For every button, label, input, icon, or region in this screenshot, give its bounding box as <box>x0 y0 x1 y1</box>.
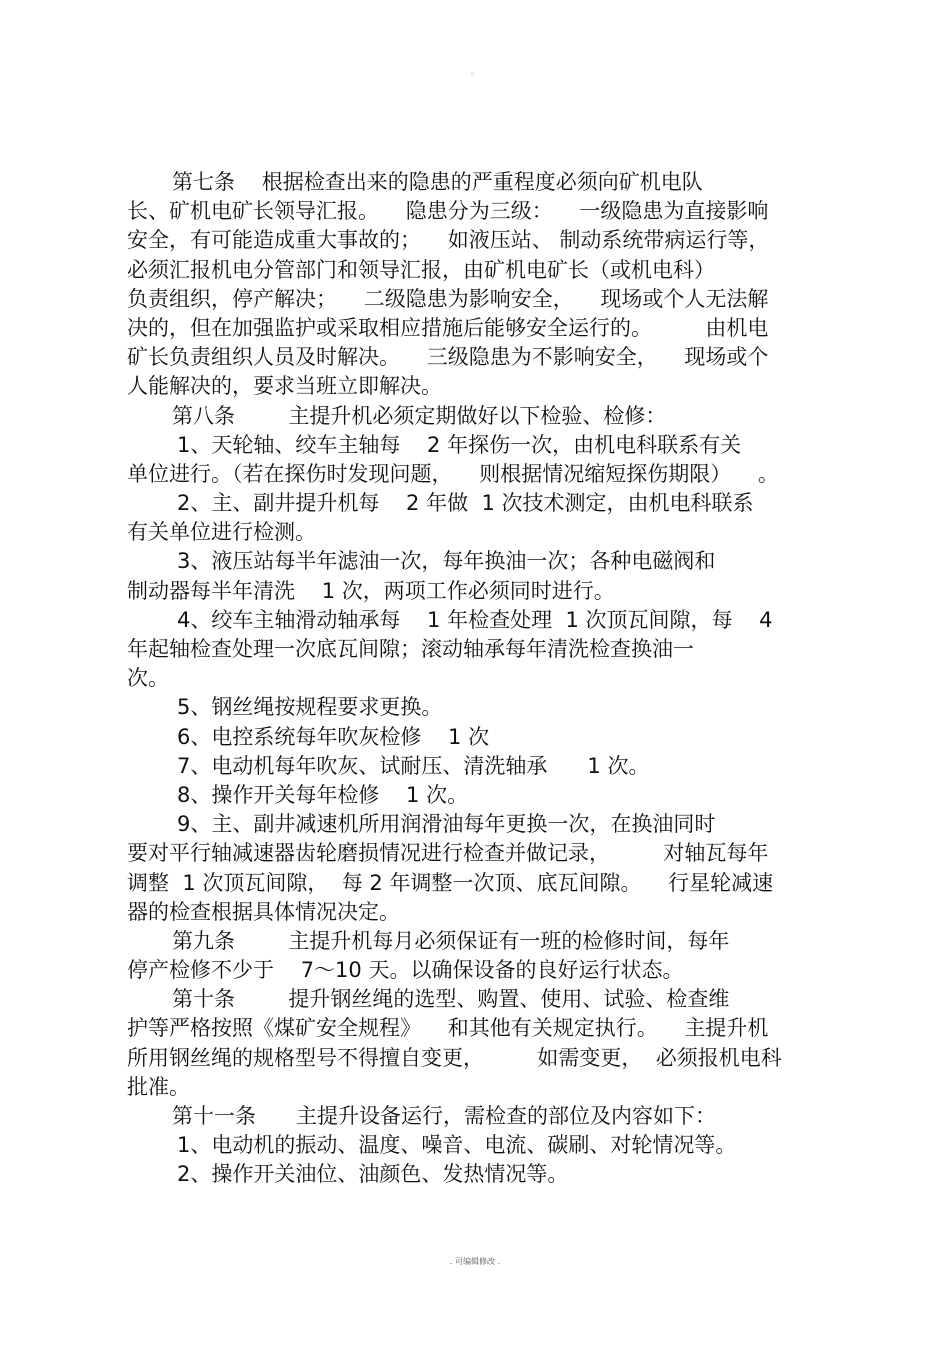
paragraph-line: 护等严格按照《煤矿安全规程》 和其他有关规定执行。 主提升机 <box>127 1016 769 1041</box>
paragraph-line: 6、电控系统每年吹灰检修 1 次 <box>177 724 490 749</box>
paragraph-line: 安全，有可能造成重大事故的； 如液压站、 制动系统带病运行等， <box>127 228 770 253</box>
paragraph-line: 批准。 <box>127 1074 190 1099</box>
paragraph-line: 第十一条 主提升设备运行，需检查的部位及内容如下： <box>172 1104 717 1128</box>
paragraph-line: 制动器每半年清洗 1 次，两项工作必须同时进行。 <box>127 578 615 603</box>
paragraph-line: 8、操作开关每年检修 1 次。 <box>177 782 469 807</box>
paragraph-line: 5、钢丝绳按规程要求更换。 <box>177 695 443 720</box>
paragraph-line: 1、电动机的振动、温度、噪音、电流、碳刷、对轮情况等。 <box>177 1133 737 1158</box>
paragraph-line: 负责组织，停产解决； 二级隐患为影响安全， 现场或个人无法解 <box>127 286 769 311</box>
paragraph-line: 长、矿机电矿长领导汇报。 隐患分为三级： 一级隐患为直接影响 <box>127 199 769 224</box>
paragraph-line: 4、绞车主轴滑动轴承每 1 年检查处理 1 次顶瓦间隙，每 4 <box>177 607 773 632</box>
paragraph-line: 有关单位进行检测。 <box>127 520 316 545</box>
paragraph-line: 年起轴检查处理一次底瓦间隙；滚动轴承每年清洗检查换油一 <box>127 637 694 661</box>
paragraph-line: 必须汇报机电分管部门和领导汇报，由矿机电矿长（或机电科） <box>127 257 715 282</box>
paragraph-line: 2、主、副井提升机每 2 年做 1 次技术测定，由机电科联系 <box>177 491 754 516</box>
paragraph-line: 1、天轮轴、绞车主轴每 2 年探伤一次，由机电科联系有关 <box>177 432 742 457</box>
paragraph-line: 2、操作开关油位、油颜色、发热情况等。 <box>177 1162 569 1187</box>
paragraph-line: 器的检查根据具体情况决定。 <box>127 899 400 924</box>
paragraph-line: 决的，但在加强监护或采取相应措施后能够安全运行的。 由机电 <box>127 315 769 340</box>
paragraph-line: 第十条 提升钢丝绳的选型、购置、使用、试验、检查维 <box>172 987 730 1012</box>
paragraph-line: 调整 1 次顶瓦间隙， 每 2 年调整一次顶、底瓦间隙。 行星轮减速 <box>127 870 774 895</box>
paragraph-line: 次。 <box>127 666 169 691</box>
page-header-mark: 。 <box>471 67 479 76</box>
paragraph-line: 7、电动机每年吹灰、试耐压、清洗轴承 1 次。 <box>177 753 650 778</box>
paragraph-line: 停产检修不少于 7～10 天。以确保设备的良好运行状态。 <box>127 958 684 983</box>
page-footer: . 可编辑修改 . <box>449 1257 501 1266</box>
paragraph-line: 第八条 主提升机必须定期做好以下检验、检修： <box>172 403 667 428</box>
paragraph-line: 要对平行轴减速器齿轮磨损情况进行检查并做记录， 对轴瓦每年 <box>127 841 769 866</box>
paragraph-line: 第七条 根据检查出来的隐患的严重程度必须向矿机电队 <box>172 170 703 194</box>
paragraph-line: 矿长负责组织人员及时解决。 三级隐患为不影响安全， 现场或个 <box>127 345 769 370</box>
paragraph-line: 单位进行。（若在探伤时发现问题， 则根据情况缩短探伤期限） 。 <box>127 461 779 486</box>
paragraph-line: 人能解决的，要求当班立即解决。 <box>127 374 442 399</box>
paragraph-line: 第九条 主提升机每月必须保证有一班的检修时间，每年 <box>172 928 730 953</box>
document-body <box>127 168 837 1190</box>
paragraph-line: 9、主、副井减速机所用润滑油每年更换一次，在换油同时 <box>177 812 716 837</box>
paragraph-line: 所用钢丝绳的规格型号不得擅自变更， 如需变更， 必须报机电科 <box>127 1045 782 1070</box>
paragraph-line: 3、液压站每半年滤油一次，每年换油一次；各种电磁阀和 <box>177 549 716 574</box>
